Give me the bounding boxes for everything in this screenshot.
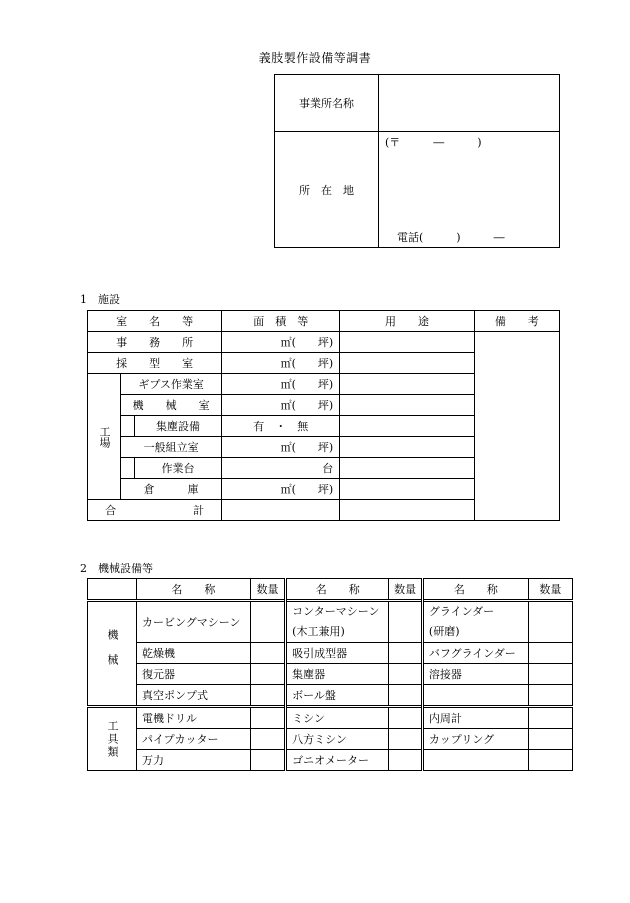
item-dryer: 乾燥機 <box>137 643 251 664</box>
machine-group-label: 機械 <box>88 601 137 707</box>
office-name-label: 事業所名称 <box>275 75 379 132</box>
section2-heading: 2 機械設備等 <box>80 562 153 575</box>
usage-casting-room[interactable] <box>340 353 475 374</box>
usage-assembly-room[interactable] <box>340 437 475 458</box>
qty-blank-1[interactable] <box>528 685 572 707</box>
usage-workbench[interactable] <box>340 458 475 479</box>
usage-warehouse[interactable] <box>340 479 475 500</box>
area-machine-room[interactable]: ㎡( 坪) <box>222 395 340 416</box>
item-carving-machine: カービングマシーン <box>137 601 251 643</box>
qty-coupling[interactable] <box>528 729 572 750</box>
item-vacuum-pump: 真空ポンプ式 <box>137 685 251 707</box>
item-vacuum-former: 吸引成型器 <box>286 643 389 664</box>
indent-cell <box>121 458 135 479</box>
item-coupling: カップリング <box>422 729 528 750</box>
address-field[interactable] <box>379 132 560 248</box>
col-qty-2: 数量 <box>389 579 423 601</box>
item-restorer: 復元器 <box>137 664 251 685</box>
qty-sewing-machine[interactable] <box>389 707 423 729</box>
item-pipe-cutter: パイプカッター <box>137 729 251 750</box>
row-casting-room: 採 型 室 <box>88 353 222 374</box>
qty-dryer[interactable] <box>250 643 285 664</box>
qty-goniometer[interactable] <box>389 750 423 771</box>
usage-gips-room[interactable] <box>340 374 475 395</box>
usage-total[interactable] <box>340 500 475 521</box>
col-name-2: 名 称 <box>286 579 389 601</box>
col-name-3: 名 称 <box>422 579 528 601</box>
item-contour-machine <box>286 601 389 643</box>
qty-buff-grinder[interactable] <box>528 643 572 664</box>
usage-dust-collector[interactable] <box>340 416 475 437</box>
contour-machine-name: コンターマシーン <box>292 605 380 618</box>
item-electric-drill: 電機ドリル <box>137 707 251 729</box>
address-label: 所 在 地 <box>275 132 379 248</box>
row-warehouse: 倉 庫 <box>121 479 222 500</box>
header-area: 面 積 等 <box>222 311 340 332</box>
indent-cell <box>121 416 135 437</box>
qty-dust-collector[interactable] <box>389 664 423 685</box>
qty-multi-direction-sewing[interactable] <box>389 729 423 750</box>
item-buff-grinder: バフグラインダー <box>422 643 528 664</box>
qty-carving-machine[interactable] <box>250 601 285 643</box>
office-name-field[interactable] <box>379 75 560 132</box>
area-casting-room[interactable]: ㎡( 坪) <box>222 353 340 374</box>
col-qty-3: 数量 <box>528 579 572 601</box>
col-name-1: 名 称 <box>137 579 251 601</box>
document-title: 義肢製作設備等調書 <box>258 51 372 65</box>
facilities-table <box>87 310 560 521</box>
qty-pipe-cutter[interactable] <box>250 729 285 750</box>
item-multi-direction-sewing: 八方ミシン <box>286 729 389 750</box>
qty-vacuum-former[interactable] <box>389 643 423 664</box>
tools-group-label: 工具類 <box>88 707 137 771</box>
usage-office[interactable] <box>340 332 475 353</box>
item-drill-press: ボール盤 <box>286 685 389 707</box>
item-goniometer: ゴニオメーター <box>286 750 389 771</box>
workbench-count[interactable]: 台 <box>222 458 340 479</box>
office-info-table <box>274 74 560 248</box>
row-office: 事 務 所 <box>88 332 222 353</box>
col-qty-1: 数量 <box>250 579 285 601</box>
section1-heading: 1 施設 <box>80 293 120 306</box>
row-workbench: 作業台 <box>134 458 222 479</box>
qty-electric-drill[interactable] <box>250 707 285 729</box>
item-grinder <box>422 601 528 643</box>
dust-collector-availability[interactable]: 有 ・ 無 <box>222 416 340 437</box>
qty-vise[interactable] <box>250 750 285 771</box>
header-remarks: 備 考 <box>474 311 559 332</box>
item-blank-1 <box>422 685 528 707</box>
grinder-note: (研磨) <box>428 625 460 638</box>
contour-machine-note: (木工兼用) <box>292 625 345 638</box>
machinery-table <box>87 578 573 771</box>
item-dust-collector: 集塵器 <box>286 664 389 685</box>
qty-welder[interactable] <box>528 664 572 685</box>
row-machine-room: 機 械 室 <box>121 395 222 416</box>
row-total: 合 計 <box>88 500 222 521</box>
row-gips-room: ギプス作業室 <box>121 374 222 395</box>
area-total[interactable] <box>222 500 340 521</box>
factory-group-label: 工場 <box>88 374 121 500</box>
header-room: 室 名 等 <box>88 311 222 332</box>
item-inner-caliper: 内周計 <box>422 707 528 729</box>
area-office[interactable]: ㎡( 坪) <box>222 332 340 353</box>
row-dust-collector: 集塵設備 <box>134 416 222 437</box>
qty-grinder[interactable] <box>528 601 572 643</box>
item-blank-2 <box>422 750 528 771</box>
header-usage: 用 途 <box>340 311 475 332</box>
qty-restorer[interactable] <box>250 664 285 685</box>
item-welder: 溶接器 <box>422 664 528 685</box>
qty-inner-caliper[interactable] <box>528 707 572 729</box>
usage-machine-room[interactable] <box>340 395 475 416</box>
remarks-cell[interactable] <box>474 332 559 521</box>
item-sewing-machine: ミシン <box>286 707 389 729</box>
qty-blank-2[interactable] <box>528 750 572 771</box>
phone-number: 電話( ) ― <box>397 231 505 244</box>
area-assembly-room[interactable]: ㎡( 坪) <box>222 437 340 458</box>
item-vise: 万力 <box>137 750 251 771</box>
area-gips-room[interactable]: ㎡( 坪) <box>222 374 340 395</box>
grinder-name: グラインダー <box>428 605 495 618</box>
row-assembly-room: 一般組立室 <box>121 437 222 458</box>
qty-drill-press[interactable] <box>389 685 423 707</box>
postal-code: (〒 ― ) <box>385 136 482 149</box>
qty-contour-machine[interactable] <box>389 601 423 643</box>
qty-vacuum-pump[interactable] <box>250 685 285 707</box>
area-warehouse[interactable]: ㎡( 坪) <box>222 479 340 500</box>
